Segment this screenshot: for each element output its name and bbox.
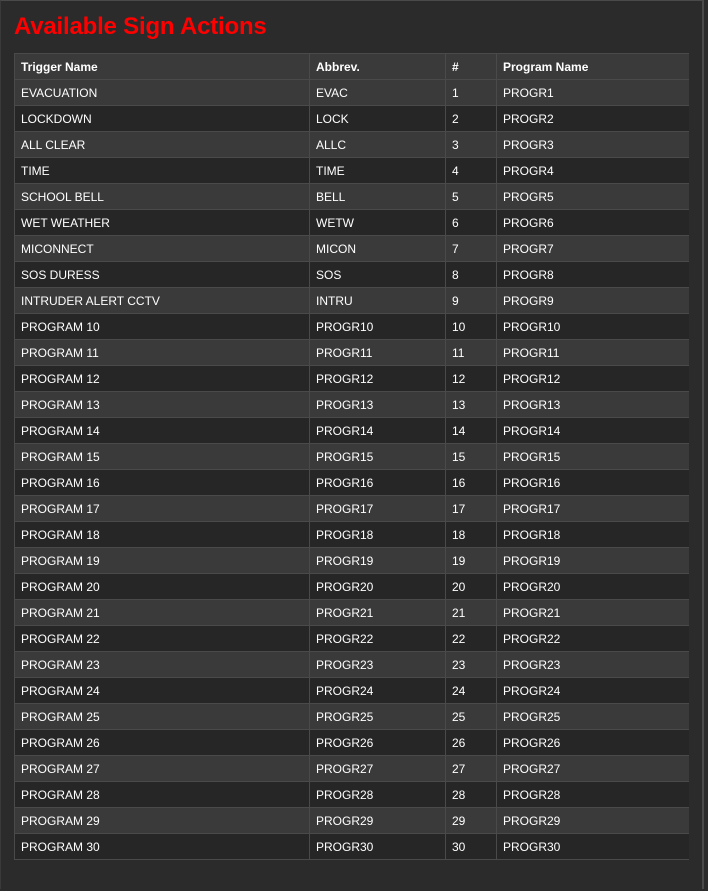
cell-abbrev: PROGR23 xyxy=(310,652,446,678)
cell-trigger-name: TIME xyxy=(15,158,310,184)
cell-number: 5 xyxy=(446,184,497,210)
cell-number: 29 xyxy=(446,808,497,834)
cell-abbrev: PROGR27 xyxy=(310,756,446,782)
cell-trigger-name: PROGRAM 14 xyxy=(15,418,310,444)
cell-program-name: PROGR3 xyxy=(497,132,690,158)
cell-number: 16 xyxy=(446,470,497,496)
sign-actions-table xyxy=(14,53,689,860)
cell-trigger-name: PROGRAM 27 xyxy=(15,756,310,782)
cell-program-name: PROGR19 xyxy=(497,548,690,574)
cell-abbrev: PROGR25 xyxy=(310,704,446,730)
cell-number: 8 xyxy=(446,262,497,288)
table-row xyxy=(15,574,690,600)
cell-number: 12 xyxy=(446,366,497,392)
table-row xyxy=(15,158,690,184)
cell-number: 4 xyxy=(446,158,497,184)
cell-program-name: PROGR5 xyxy=(497,184,690,210)
table-row xyxy=(15,80,690,106)
cell-abbrev: EVAC xyxy=(310,80,446,106)
cell-abbrev: BELL xyxy=(310,184,446,210)
cell-number: 7 xyxy=(446,236,497,262)
cell-trigger-name: PROGRAM 15 xyxy=(15,444,310,470)
cell-trigger-name: PROGRAM 21 xyxy=(15,600,310,626)
cell-trigger-name: PROGRAM 20 xyxy=(15,574,310,600)
table-row xyxy=(15,808,690,834)
cell-program-name: PROGR11 xyxy=(497,340,690,366)
cell-trigger-name: PROGRAM 30 xyxy=(15,834,310,860)
cell-trigger-name: PROGRAM 24 xyxy=(15,678,310,704)
cell-number: 19 xyxy=(446,548,497,574)
cell-program-name: PROGR21 xyxy=(497,600,690,626)
cell-number: 28 xyxy=(446,782,497,808)
cell-program-name: PROGR29 xyxy=(497,808,690,834)
cell-number: 22 xyxy=(446,626,497,652)
cell-abbrev: PROGR13 xyxy=(310,392,446,418)
cell-program-name: PROGR18 xyxy=(497,522,690,548)
table-row xyxy=(15,184,690,210)
table-row xyxy=(15,262,690,288)
cell-abbrev: PROGR11 xyxy=(310,340,446,366)
cell-program-name: PROGR27 xyxy=(497,756,690,782)
table-row xyxy=(15,678,690,704)
cell-abbrev: PROGR22 xyxy=(310,626,446,652)
cell-program-name: PROGR6 xyxy=(497,210,690,236)
cell-trigger-name: PROGRAM 23 xyxy=(15,652,310,678)
cell-trigger-name: PROGRAM 17 xyxy=(15,496,310,522)
cell-program-name: PROGR24 xyxy=(497,678,690,704)
cell-abbrev: WETW xyxy=(310,210,446,236)
cell-abbrev: MICON xyxy=(310,236,446,262)
cell-trigger-name: PROGRAM 12 xyxy=(15,366,310,392)
cell-abbrev: PROGR15 xyxy=(310,444,446,470)
cell-program-name: PROGR8 xyxy=(497,262,690,288)
cell-trigger-name: LOCKDOWN xyxy=(15,106,310,132)
table-row xyxy=(15,834,690,860)
table-row xyxy=(15,444,690,470)
cell-abbrev: PROGR21 xyxy=(310,600,446,626)
table-row xyxy=(15,756,690,782)
cell-number: 1 xyxy=(446,80,497,106)
cell-number: 2 xyxy=(446,106,497,132)
header-abbrev: Abbrev. xyxy=(310,54,446,80)
table-row xyxy=(15,782,690,808)
cell-program-name: PROGR22 xyxy=(497,626,690,652)
cell-abbrev: PROGR17 xyxy=(310,496,446,522)
cell-number: 14 xyxy=(446,418,497,444)
cell-trigger-name: WET WEATHER xyxy=(15,210,310,236)
cell-abbrev: PROGR19 xyxy=(310,548,446,574)
cell-program-name: PROGR10 xyxy=(497,314,690,340)
cell-number: 13 xyxy=(446,392,497,418)
table-row xyxy=(15,548,690,574)
table-row xyxy=(15,314,690,340)
cell-number: 23 xyxy=(446,652,497,678)
cell-trigger-name: PROGRAM 10 xyxy=(15,314,310,340)
table-header xyxy=(15,54,690,80)
cell-trigger-name: PROGRAM 19 xyxy=(15,548,310,574)
table-row xyxy=(15,210,690,236)
cell-trigger-name: ALL CLEAR xyxy=(15,132,310,158)
table-row xyxy=(15,418,690,444)
table-row xyxy=(15,470,690,496)
cell-number: 15 xyxy=(446,444,497,470)
cell-number: 18 xyxy=(446,522,497,548)
cell-program-name: PROGR30 xyxy=(497,834,690,860)
cell-program-name: PROGR9 xyxy=(497,288,690,314)
cell-program-name: PROGR13 xyxy=(497,392,690,418)
cell-trigger-name: SCHOOL BELL xyxy=(15,184,310,210)
cell-number: 6 xyxy=(446,210,497,236)
header-program-name: Program Name xyxy=(497,54,690,80)
cell-number: 10 xyxy=(446,314,497,340)
cell-program-name: PROGR4 xyxy=(497,158,690,184)
cell-program-name: PROGR17 xyxy=(497,496,690,522)
cell-abbrev: PROGR29 xyxy=(310,808,446,834)
cell-number: 17 xyxy=(446,496,497,522)
cell-abbrev: TIME xyxy=(310,158,446,184)
table-row xyxy=(15,730,690,756)
cell-trigger-name: PROGRAM 16 xyxy=(15,470,310,496)
cell-abbrev: SOS xyxy=(310,262,446,288)
cell-program-name: PROGR16 xyxy=(497,470,690,496)
cell-abbrev: PROGR18 xyxy=(310,522,446,548)
cell-abbrev: PROGR28 xyxy=(310,782,446,808)
table-row xyxy=(15,522,690,548)
sign-actions-table-container[interactable] xyxy=(14,53,689,883)
cell-trigger-name: SOS DURESS xyxy=(15,262,310,288)
table-body xyxy=(15,80,690,860)
table-row xyxy=(15,132,690,158)
cell-trigger-name: PROGRAM 18 xyxy=(15,522,310,548)
table-row xyxy=(15,288,690,314)
cell-number: 27 xyxy=(446,756,497,782)
cell-program-name: PROGR1 xyxy=(497,80,690,106)
cell-trigger-name: PROGRAM 29 xyxy=(15,808,310,834)
cell-number: 30 xyxy=(446,834,497,860)
cell-number: 26 xyxy=(446,730,497,756)
table-row xyxy=(15,340,690,366)
cell-trigger-name: PROGRAM 11 xyxy=(15,340,310,366)
table-row xyxy=(15,392,690,418)
cell-trigger-name: PROGRAM 13 xyxy=(15,392,310,418)
cell-abbrev: PROGR10 xyxy=(310,314,446,340)
cell-abbrev: PROGR20 xyxy=(310,574,446,600)
cell-trigger-name: EVACUATION xyxy=(15,80,310,106)
cell-trigger-name: PROGRAM 28 xyxy=(15,782,310,808)
cell-abbrev: ALLC xyxy=(310,132,446,158)
cell-program-name: PROGR15 xyxy=(497,444,690,470)
table-row xyxy=(15,600,690,626)
cell-number: 3 xyxy=(446,132,497,158)
cell-program-name: PROGR23 xyxy=(497,652,690,678)
cell-abbrev: PROGR30 xyxy=(310,834,446,860)
cell-abbrev: PROGR24 xyxy=(310,678,446,704)
cell-abbrev: INTRU xyxy=(310,288,446,314)
cell-program-name: PROGR7 xyxy=(497,236,690,262)
cell-trigger-name: PROGRAM 26 xyxy=(15,730,310,756)
cell-abbrev: LOCK xyxy=(310,106,446,132)
cell-program-name: PROGR28 xyxy=(497,782,690,808)
cell-number: 20 xyxy=(446,574,497,600)
page-title: Available Sign Actions xyxy=(14,13,267,40)
cell-abbrev: PROGR26 xyxy=(310,730,446,756)
cell-program-name: PROGR20 xyxy=(497,574,690,600)
header-row xyxy=(15,54,690,80)
cell-trigger-name: PROGRAM 22 xyxy=(15,626,310,652)
table-row xyxy=(15,496,690,522)
cell-number: 21 xyxy=(446,600,497,626)
cell-abbrev: PROGR14 xyxy=(310,418,446,444)
cell-number: 25 xyxy=(446,704,497,730)
cell-trigger-name: MICONNECT xyxy=(15,236,310,262)
cell-abbrev: PROGR12 xyxy=(310,366,446,392)
cell-number: 9 xyxy=(446,288,497,314)
header-number: # xyxy=(446,54,497,80)
table-row xyxy=(15,626,690,652)
table-row xyxy=(15,652,690,678)
cell-program-name: PROGR26 xyxy=(497,730,690,756)
cell-abbrev: PROGR16 xyxy=(310,470,446,496)
table-row xyxy=(15,236,690,262)
cell-number: 24 xyxy=(446,678,497,704)
cell-trigger-name: INTRUDER ALERT CCTV xyxy=(15,288,310,314)
cell-number: 11 xyxy=(446,340,497,366)
cell-program-name: PROGR12 xyxy=(497,366,690,392)
table-row xyxy=(15,106,690,132)
table-row xyxy=(15,704,690,730)
cell-program-name: PROGR25 xyxy=(497,704,690,730)
table-row xyxy=(15,366,690,392)
cell-program-name: PROGR2 xyxy=(497,106,690,132)
header-trigger-name: Trigger Name xyxy=(15,54,310,80)
cell-program-name: PROGR14 xyxy=(497,418,690,444)
cell-trigger-name: PROGRAM 25 xyxy=(15,704,310,730)
